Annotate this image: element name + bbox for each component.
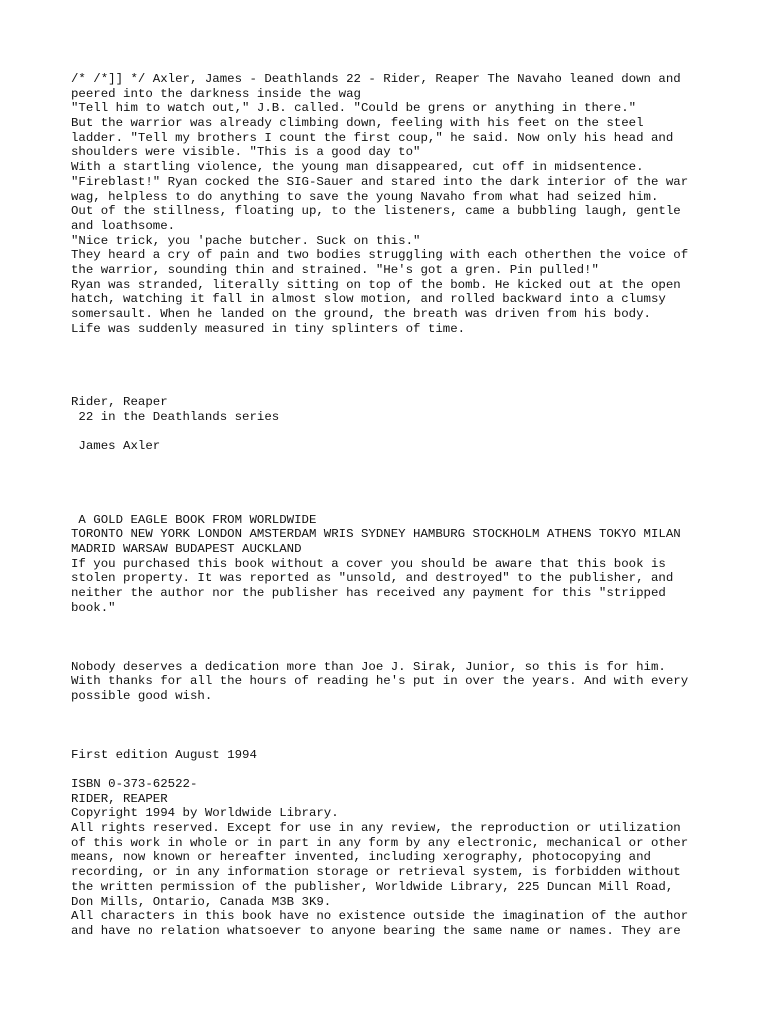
- publisher-line: MADRID WARSAW BUDAPEST AUCKLAND: [71, 542, 302, 556]
- copyright-line: recording, or in any information storage or retrieval system, is forbidden without: [71, 865, 681, 880]
- dedication-line: possible good wish.: [71, 688, 213, 703]
- excerpt-line: shoulders were visible. "This is a good day to": [71, 145, 421, 160]
- copyright-line: Copyright 1994 by Worldwide Library.: [71, 806, 339, 821]
- publisher-line: book.": [71, 600, 116, 615]
- series-line: 22 in the Deathlands series: [71, 409, 280, 424]
- excerpt-line: Ryan was stranded, literally sitting on top of the bomb. He kicked out at the open: [71, 277, 681, 292]
- excerpt-line: But the warrior was already climbing down, feeling with his feet on the steel: [71, 116, 644, 131]
- excerpt-line: "Tell him to watch out," J.B. called. "Could be grens or anything in there.": [71, 101, 637, 116]
- excerpt-line: "Fireblast!" Ryan cocked the SIG-Sauer and stared into the dark interior of the war: [71, 174, 689, 189]
- excerpt-line: With a startling violence, the young man disappeared, cut off in midsentence.: [71, 160, 644, 175]
- dedication-line: Nobody deserves a dedication more than Joe J. Sirak, Junior, so this is for him.: [71, 659, 666, 674]
- excerpt-line: ladder. "Tell my brothers I count the first coup," he said. Now only his head and: [71, 130, 674, 145]
- dedication-block: [71, 660, 711, 704]
- excerpt-line: hatch, watching it fall in almost slow motion, and rolled backward into a clumsy: [71, 292, 666, 307]
- copyright-line: means, now known or hereafter invented, including xerography, photocopying and: [71, 850, 651, 865]
- excerpt-line: the warrior, sounding thin and strained. "He's got a gren. Pin pulled!": [71, 262, 599, 277]
- title-block: [71, 395, 711, 454]
- copyright-line: ISBN 0-373-62522-: [71, 777, 198, 791]
- copyright-block: [71, 777, 711, 939]
- publisher-block: [71, 513, 711, 616]
- excerpt-line: Life was suddenly measured in tiny splinters of time.: [71, 321, 466, 336]
- excerpt-line: somersault. When he landed on the ground, the breath was driven from his body.: [71, 307, 651, 321]
- excerpt-line: Out of the stillness, floating up, to the listeners, came a bubbling laugh, gentle: [71, 204, 681, 219]
- book-title: Rider, Reaper: [71, 395, 168, 410]
- copyright-line: RIDER, REAPER: [71, 791, 168, 806]
- copyright-line: the written permission of the publisher, Worldwide Library, 225 Duncan Mill Road,: [71, 879, 674, 894]
- excerpt-line: They heard a cry of pain and two bodies struggling with each otherthen the voice of: [71, 248, 689, 263]
- publisher-line: A GOLD EAGLE BOOK FROM WORLDWIDE: [71, 512, 317, 527]
- publisher-line: TORONTO NEW YORK LONDON AMSTERDAM WRIS SYDNEY HAMBURG STOCKHOLM ATHENS TOKYO MILAN: [71, 527, 681, 542]
- author-name: James Axler: [71, 439, 161, 454]
- publisher-line: stolen property. It was reported as "unsold, and destroyed" to the publisher, and: [71, 571, 674, 586]
- edition-line: First edition August 1994: [71, 747, 257, 762]
- excerpt-line: and loathsome.: [71, 218, 176, 233]
- copyright-line: All rights reserved. Except for use in any review, the reproduction or utilization: [71, 821, 681, 836]
- excerpt-line: peered into the darkness inside the wag: [71, 86, 361, 101]
- dedication-line: With thanks for all the hours of reading he's put in over the years. And with every: [71, 674, 689, 689]
- publisher-line: neither the author nor the publisher has received any payment for this "stripped: [71, 586, 666, 601]
- copyright-line: of this work in whole or in part in any form by any electronic, mechanical or other: [71, 835, 689, 850]
- copyright-line: and have no relation whatsoever to anyone bearing the same name or names. They are: [71, 923, 681, 938]
- excerpt-line: /* /*]] */ Axler, James - Deathlands 22 - Rider, Reaper The Navaho leaned down and: [71, 72, 681, 86]
- excerpt-line: wag, helpless to do anything to save the young Navaho from what had seized him.: [71, 189, 659, 204]
- document-page: [71, 72, 711, 939]
- excerpt-line: "Nice trick, you 'pache butcher. Suck on this.": [71, 233, 421, 248]
- copyright-line: Don Mills, Ontario, Canada M3B 3K9.: [71, 894, 332, 909]
- excerpt-section: [71, 72, 711, 336]
- publisher-line: If you purchased this book without a cover you should be aware that this book is: [71, 556, 666, 571]
- copyright-line: All characters in this book have no existence outside the imagination of the author: [71, 909, 689, 924]
